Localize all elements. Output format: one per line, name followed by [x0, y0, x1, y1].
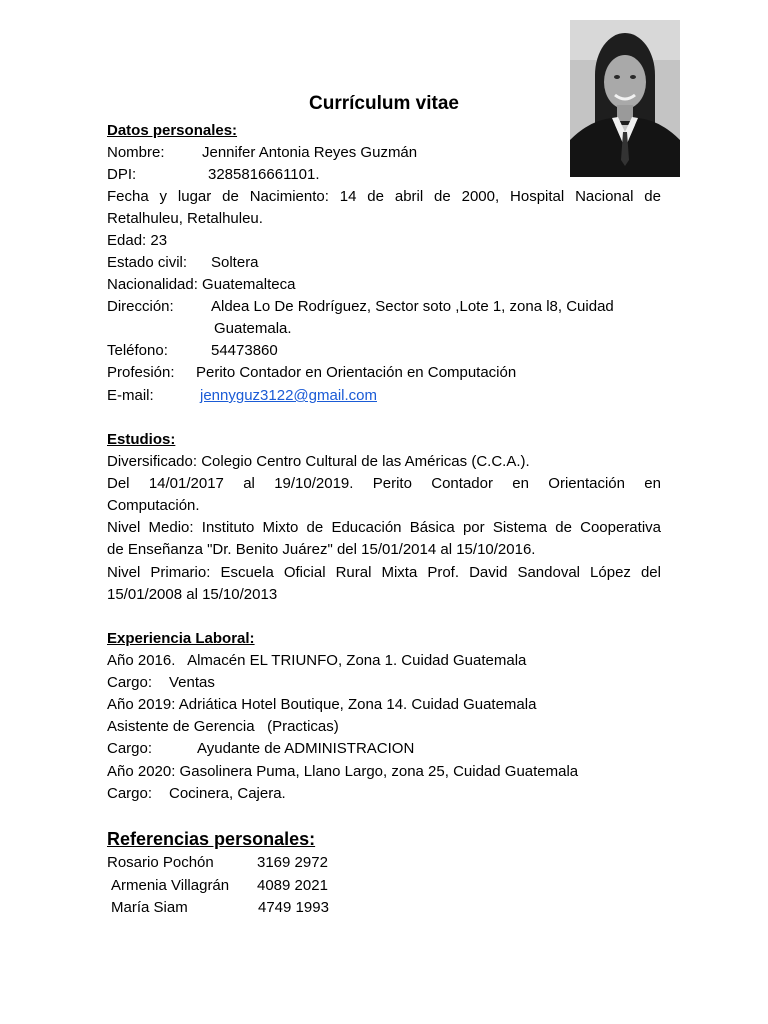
cargo-value-3: Cocinera, Cajera.	[169, 785, 286, 802]
reference-name: María Siam	[111, 899, 188, 916]
document-title: Currículum vitae	[309, 93, 459, 114]
estudios-line-2: Del 14/01/2017 al 19/10/2019. Perito Contador en Orientación en	[107, 475, 661, 492]
cargo-label-1: Cargo:	[107, 674, 153, 691]
cargo-label-2: Cargo:	[107, 740, 153, 757]
estado-civil-label: Estado civil:	[107, 254, 188, 271]
email-link[interactable]: jennyguz3122@gmail.com	[200, 387, 377, 404]
nacimiento-line-2: Retalhuleu, Retalhuleu.	[107, 210, 263, 227]
cargo-label-3: Cargo:	[107, 785, 153, 802]
section-heading-referencias: Referencias personales:	[107, 829, 316, 849]
experiencia-line-1: Año 2016. Almacén EL TRIUNFO, Zona 1. Cuidad Guatemala	[107, 652, 527, 669]
dpi-value: 3285816661101.	[208, 166, 320, 183]
reference-phone: 3169 2972	[257, 854, 328, 871]
experiencia-line-6: Año 2020: Gasolinera Puma, Llano Largo, zona 25, Cuidad Guatemala	[107, 763, 579, 780]
estudios-line-6: Nivel Primario: Escuela Oficial Rural Mixta Prof. David Sandoval López del	[107, 564, 661, 581]
estudios-line-7: 15/01/2008 al 15/10/2013	[107, 586, 278, 603]
section-heading-estudios: Estudios:	[107, 431, 176, 448]
telefono-value: 54473860	[211, 342, 278, 359]
nombre-label: Nombre:	[107, 144, 165, 161]
direccion-line-2: Guatemala.	[214, 320, 292, 337]
cargo-value-1: Ventas	[169, 674, 215, 691]
estudios-line-1: Diversificado: Colegio Centro Cultural de las Américas (C.C.A.).	[107, 453, 530, 470]
dpi-label: DPI:	[107, 166, 137, 183]
experiencia-line-3: Año 2019: Adriática Hotel Boutique, Zona 14. Cuidad Guatemala	[107, 696, 537, 713]
reference-phone: 4749 1993	[258, 899, 329, 916]
nombre-value: Jennifer Antonia Reyes Guzmán	[202, 144, 418, 161]
telefono-label: Teléfono:	[107, 342, 168, 359]
section-heading-datos: Datos personales:	[107, 122, 238, 139]
profesion-label: Profesión:	[107, 364, 175, 381]
estado-civil-value: Soltera	[211, 254, 259, 271]
nacimiento-line-1: Fecha y lugar de Nacimiento: 14 de abril de 2000, Hospital Nacional de	[107, 188, 661, 205]
nacionalidad-line: Nacionalidad: Guatemalteca	[107, 276, 296, 293]
estudios-line-4: Nivel Medio: Instituto Mixto de Educación Básica por Sistema de Cooperativa	[107, 519, 661, 536]
edad-line: Edad: 23	[107, 232, 168, 249]
section-heading-experiencia: Experiencia Laboral:	[107, 630, 255, 647]
reference-phone: 4089 2021	[257, 877, 328, 894]
profesion-value: Perito Contador en Orientación en Computación	[196, 364, 517, 381]
email-label: E-mail:	[107, 387, 154, 404]
reference-name: Rosario Pochón	[107, 854, 214, 871]
estudios-line-5: de Enseñanza "Dr. Benito Juárez" del 15/01/2014 al 15/10/2016.	[107, 541, 536, 558]
direccion-label: Dirección:	[107, 298, 174, 315]
reference-name: Armenia Villagrán	[111, 877, 230, 894]
cargo-value-2: Ayudante de ADMINISTRACION	[197, 740, 415, 757]
experiencia-line-4: Asistente de Gerencia (Practicas)	[107, 718, 339, 735]
direccion-line-1: Aldea Lo De Rodríguez, Sector soto ,Lote 1, zona l8, Cuidad	[211, 298, 614, 315]
estudios-line-3: Computación.	[107, 497, 200, 514]
